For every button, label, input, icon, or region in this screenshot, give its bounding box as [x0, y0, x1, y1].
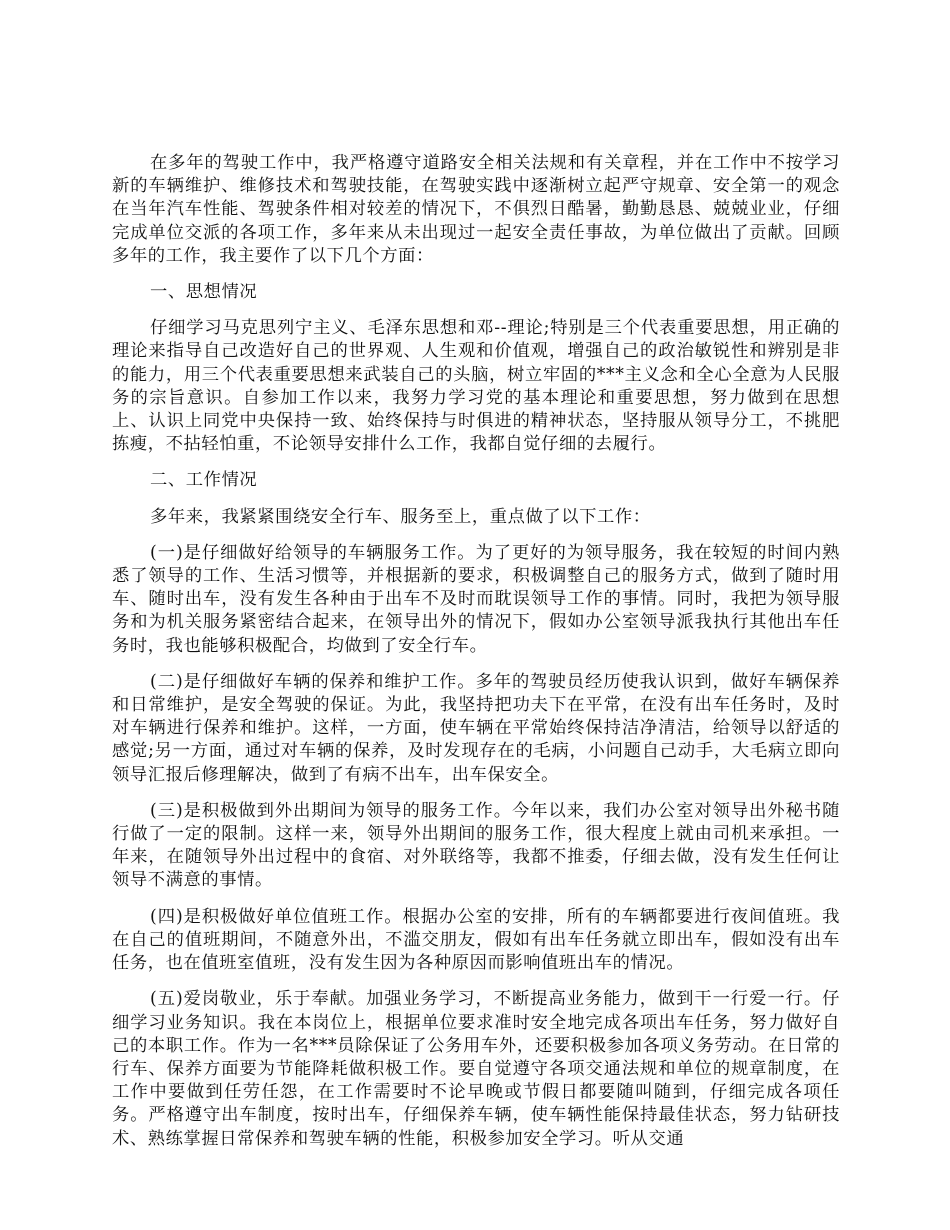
- work-item-5-paragraph: (五)爱岗敬业，乐于奉献。加强业务学习，不断提高业务能力，做到干一行爱一行。仔细学习业务知识。我在本岗位上，根据单位要求准时安全地完成各项出车任务，努力做好自己的本职工作。作为一名***员除保证了公务用车外，还要积极参加各项义务劳动。在日常的行车、保养方面要为节能降耗做积极工作。要自觉遵守各项交通法规和单位的规章制度，在工作中要做到任劳任怨，在工作需要时不论早晚或节假日都要随叫随到，仔细完成各项任务。严格遵守出车制度，按时出车，仔细保养车辆，使车辆性能保持最佳状态，努力钻研技术、熟练掌握日常保养和驾驶车辆的性能，积极参加安全学习。听从交通: [112, 989, 840, 1149]
- work-item-1-paragraph: (一)是仔细做好给领导的车辆服务工作。为了更好的为领导服务，我在较短的时间内熟悉了领导的工作、生活习惯等，并根据新的要求，积极调整自己的服务方式，做到了随时用车、随时出车，没有发生各种由于出车不及时而耽误领导工作的事情。同时，我把为领导服务和为机关服务紧密结合起来，在领导出外的情况下，假如办公室领导派我执行其他出车任务时，我也能够积极配合，均做到了安全行车。: [112, 542, 840, 656]
- intro-paragraph: 在多年的驾驶工作中，我严格遵守道路安全相关法规和有关章程，并在工作中不按学习新的车辆维护、维修技术和驾驶技能，在驾驶实践中逐渐树立起严守规章、安全第一的观念在当年汽车性能、驾驶条件相对较差的情况下，不俱烈日酷暑，勤勤恳恳、兢兢业业，仔细完成单位交派的各项工作，多年来从未出现过一起安全责任事故，为单位做出了贡献。回顾多年的工作，我主要作了以下几个方面：: [112, 153, 840, 266]
- work-item-2-paragraph: (二)是仔细做好车辆的保养和维护工作。多年的驾驶员经历使我认识到，做好车辆保养和日常维护，是安全驾驶的保证。为此，我坚持把功夫下在平常，在没有出车任务时，及时对车辆进行保养和维护。这样，一方面，使车辆在平常始终保持洁净清洁，给领导以舒适的感觉;另一方面，通过对车辆的保养，及时发现存在的毛病，小问题自己动手，大毛病立即向领导汇报后修理解决，做到了有病不出车，出车保安全。: [112, 671, 840, 785]
- section-heading-ideology: 一、思想情况: [150, 282, 258, 303]
- work-item-3-paragraph: (三)是积极做到外出期间为领导的服务工作。今年以来，我们办公室对领导出外秘书随行做了一定的限制。这样一来，领导外出期间的服务工作，很大程度上就由司机来承担。一年来，在随领导外出过程中的食宿、对外联络等，我都不推委，仔细去做，没有发生任何让领导不满意的事情。: [112, 800, 840, 891]
- document-page: [112, 152, 840, 1164]
- work-item-4-paragraph: (四)是积极做好单位值班工作。根据办公室的安排，所有的车辆都要进行夜间值班。我在自己的值班期间，不随意外出，不滥交朋友，假如有出车任务就立即出车，假如没有出车任务，也在值班室值班，没有发生因为各种原因而影响值班出车的情况。: [112, 906, 840, 974]
- work-summary-paragraph: 多年来，我紧紧围绕安全行车、服务至上，重点做了以下工作：: [150, 506, 651, 527]
- section-heading-work: 二、工作情况: [150, 470, 258, 491]
- ideology-paragraph: 仔细学习马克思列宁主义、毛泽东思想和邓--理论;特别是三个代表重要思想，用正确的理论来指导自己改造好自己的世界观、人生观和价值观，增强自己的政治敏锐性和辨别是非的能力，用三个代表重要思想来武装自己的头脑，树立牢固的***主义念和全心全意为人民服务的宗旨意识。自参加工作以来，我努力学习党的基本理论和重要思想，努力做到在思想上、认识上同党中央保持一致、始终保持与时俱进的精神状态，坚持服从领导分工，不挑肥拣瘦，不拈轻怕重，不论领导安排什么工作，我都自觉仔细的去履行。: [112, 318, 840, 455]
